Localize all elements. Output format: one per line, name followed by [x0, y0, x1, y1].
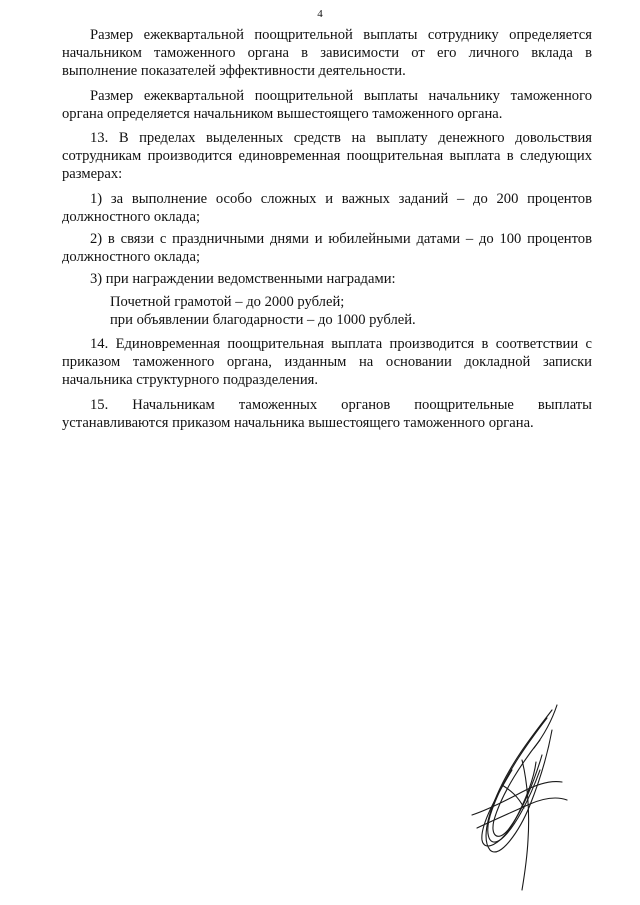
list-item-3: 3) при награждении ведомственными наградами: — [90, 271, 396, 288]
list-item-3-gratitude: при объявлении благодарности – до 1000 рублей. — [110, 311, 416, 328]
paragraph-quarterly-payment-employee: Размер ежеквартальной поощрительной выплаты сотруднику определяется начальником таможенного органа в зависимости от его личного вклада в выполнение показателей эффективности деятельности. — [62, 27, 592, 80]
list-item-3-honorary-certificate: Почетной грамотой – до 2000 рублей; — [110, 293, 345, 310]
paragraph-14: 14. Единовременная поощрительная выплата производится в соответствии с приказом таможенного органа, изданным на основании докладной записки начальника структурного подразделения. — [62, 336, 592, 389]
list-item-2: 2) в связи с праздничными днями и юбилейными датами – до 100 процентов должностного оклада; — [62, 231, 592, 266]
page-number: 4 — [317, 8, 323, 20]
signature-icon — [452, 700, 592, 895]
document-body — [62, 26, 592, 438]
paragraph-13: 13. В пределах выделенных средств на выплату денежного довольствия сотрудникам производится единовременная поощрительная выплата в следующих размерах: — [62, 130, 592, 183]
paragraph-15: 15. Начальникам таможенных органов поощрительные выплаты устанавливаются приказом начальника вышестоящего таможенного органа. — [62, 396, 592, 431]
list-item-1: 1) за выполнение особо сложных и важных заданий – до 200 процентов должностного оклада; — [62, 190, 592, 225]
paragraph-quarterly-payment-head: Размер ежеквартальной поощрительной выплаты начальнику таможенного органа определяется начальником вышестоящего таможенного органа. — [62, 87, 592, 122]
